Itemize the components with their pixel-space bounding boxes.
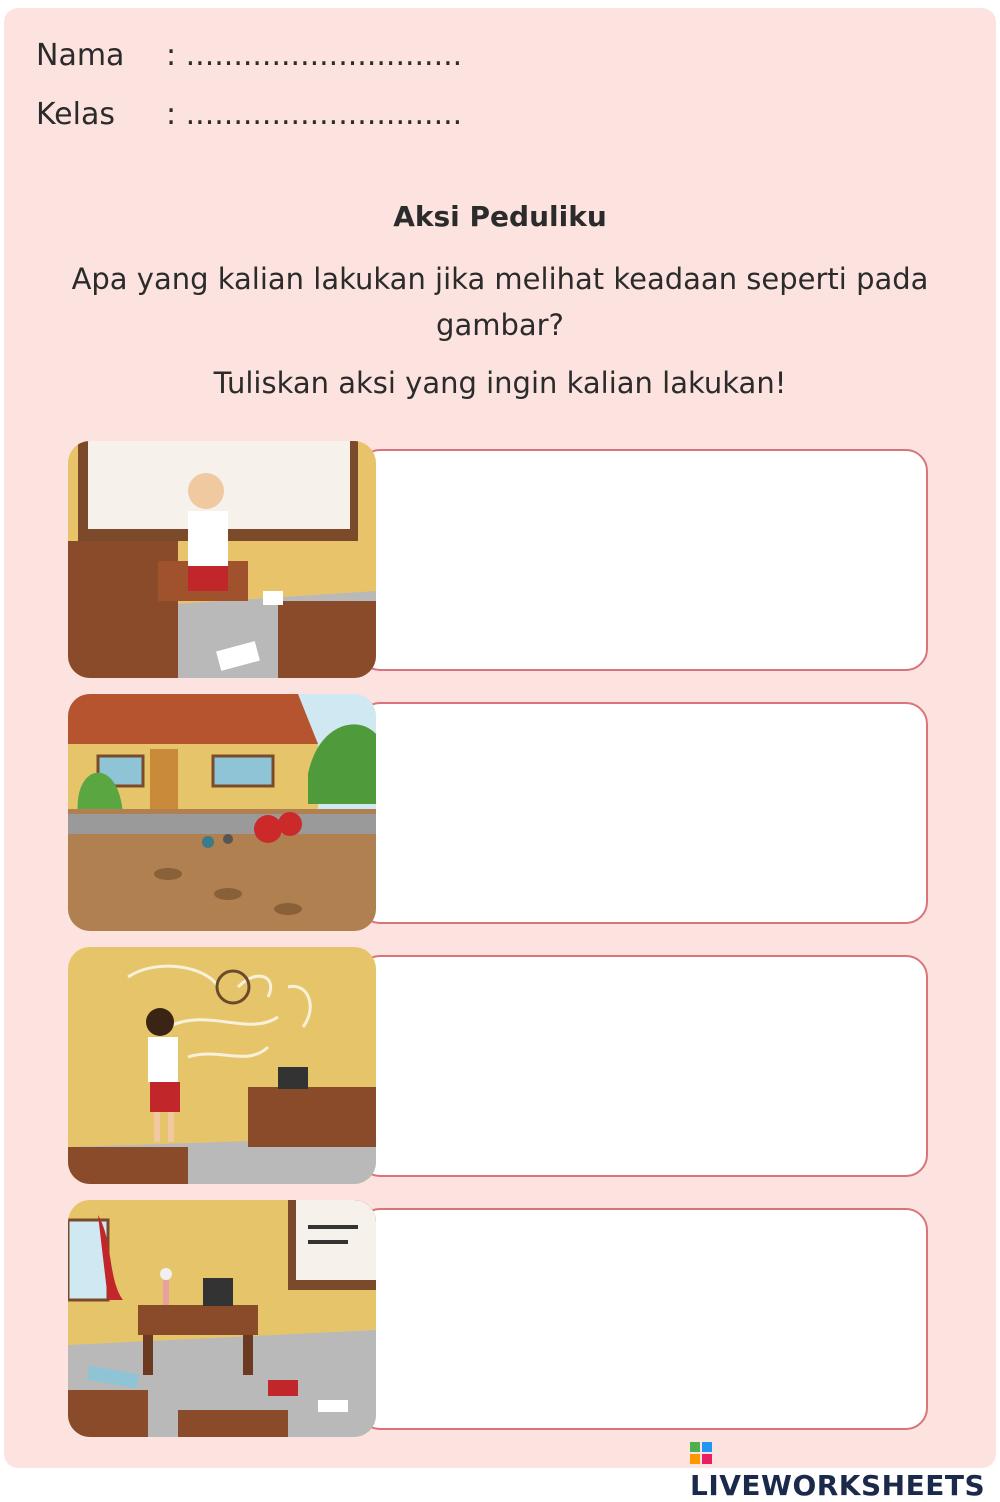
class-blank[interactable]: : ............................. [166,97,463,132]
scene-row-1 [68,441,930,678]
classroom-littering-illustration [68,441,376,678]
answer-box-2[interactable] [358,702,928,924]
liveworksheets-logo-icon [690,1442,712,1464]
messy-classroom-illustration [68,1200,376,1437]
page-title: Aksi Peduliku [393,200,607,233]
name-field [36,38,462,73]
name-label: Nama [36,38,125,73]
answer-box-3[interactable] [358,955,928,1177]
scene-row-4 [68,1200,930,1437]
instruction-question: Apa yang kalian lakukan jika melihat keadaan seperti pada gambar? [71,262,929,342]
scene-row-3 [68,947,930,1184]
class-label: Kelas [36,97,115,132]
schoolyard-trash-illustration [68,694,376,931]
answer-box-1[interactable] [358,449,928,671]
name-blank[interactable]: : ............................. [166,38,463,73]
instruction-task: Tuliskan aksi yang ingin kalian lakukan! [213,366,787,400]
liveworksheets-logo [690,1436,1000,1502]
class-field [36,97,462,132]
scene-row-2 [68,694,930,931]
answer-box-4[interactable] [358,1208,928,1430]
wall-graffiti-illustration [68,947,376,1184]
liveworksheets-logo-text: LIVEWORKSHEETS [690,1469,986,1502]
